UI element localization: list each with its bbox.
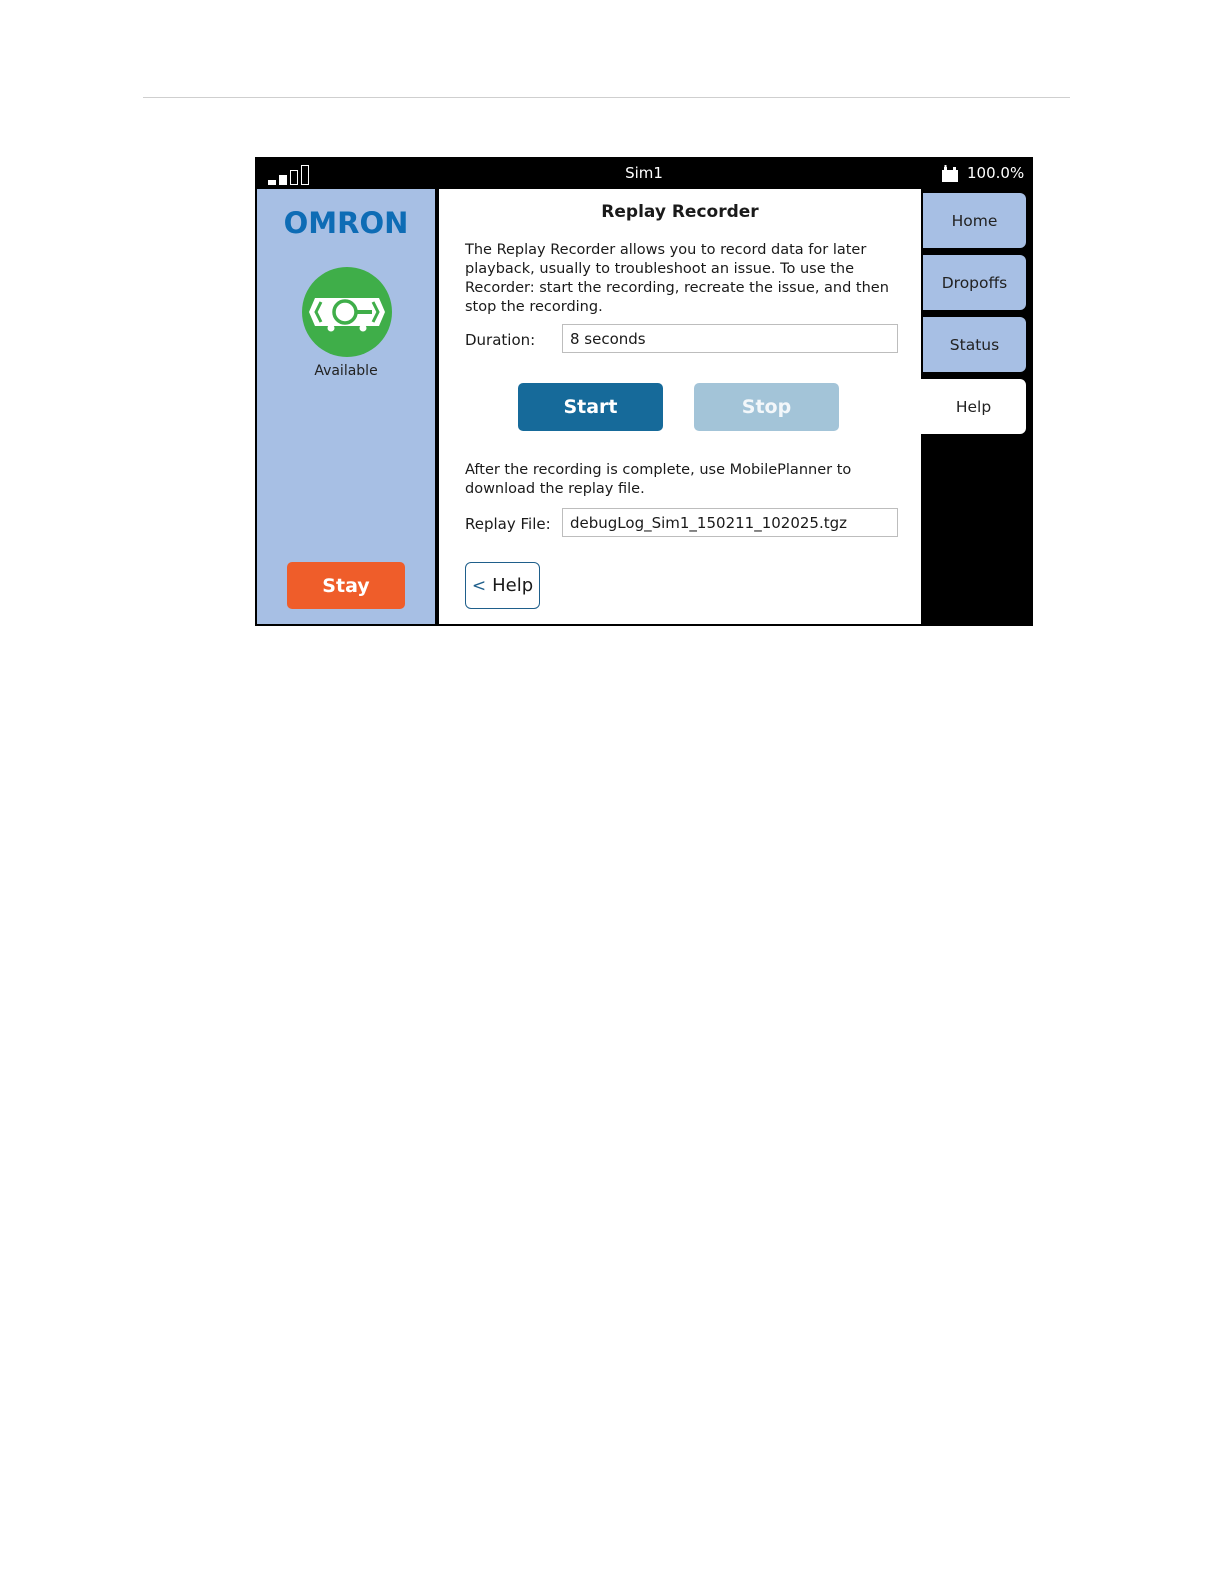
page-top-rule <box>143 97 1070 98</box>
stay-button[interactable]: Stay <box>287 562 405 609</box>
duration-field[interactable]: 8 seconds <box>562 324 898 353</box>
tab-status[interactable]: Status <box>923 317 1026 372</box>
replay-recorder-panel <box>439 189 921 624</box>
logo-text: OMRON <box>283 206 409 239</box>
battery-percent: 100.0% <box>967 164 1025 182</box>
chevron-left-icon: < <box>471 575 487 596</box>
duration-label: Duration: <box>465 331 536 349</box>
recorder-description: The Replay Recorder allows you to record data for later playback, usually to troubleshoot an issue. To use the Recorder: start the recording, recreate the issue, and then stop the recording. <box>465 242 889 315</box>
tab-dropoffs[interactable]: Dropoffs <box>923 255 1026 310</box>
back-to-help-button[interactable] <box>465 562 540 609</box>
replay-file-label: Replay File: <box>465 515 551 533</box>
tab-home[interactable]: Home <box>923 193 1026 248</box>
battery-icon <box>941 165 959 183</box>
tab-help[interactable]: Help <box>921 379 1026 434</box>
page-title: Replay Recorder <box>601 202 759 222</box>
robot-name: Sim1 <box>625 164 663 182</box>
robot-status-icon <box>301 266 393 358</box>
stop-button[interactable]: Stop <box>694 383 839 431</box>
robot-status-label: Available <box>314 363 378 379</box>
status-bar <box>255 157 1033 189</box>
back-button-label: Help <box>492 575 534 596</box>
start-button[interactable]: Start <box>518 383 663 431</box>
device-screen <box>255 157 1033 626</box>
omron-logo <box>257 203 435 239</box>
replay-file-field[interactable]: debugLog_Sim1_150211_102025.tgz <box>562 508 898 537</box>
robot-sidebar <box>257 189 435 624</box>
download-instructions: After the recording is complete, use MobilePlanner to download the replay file. <box>465 462 852 497</box>
